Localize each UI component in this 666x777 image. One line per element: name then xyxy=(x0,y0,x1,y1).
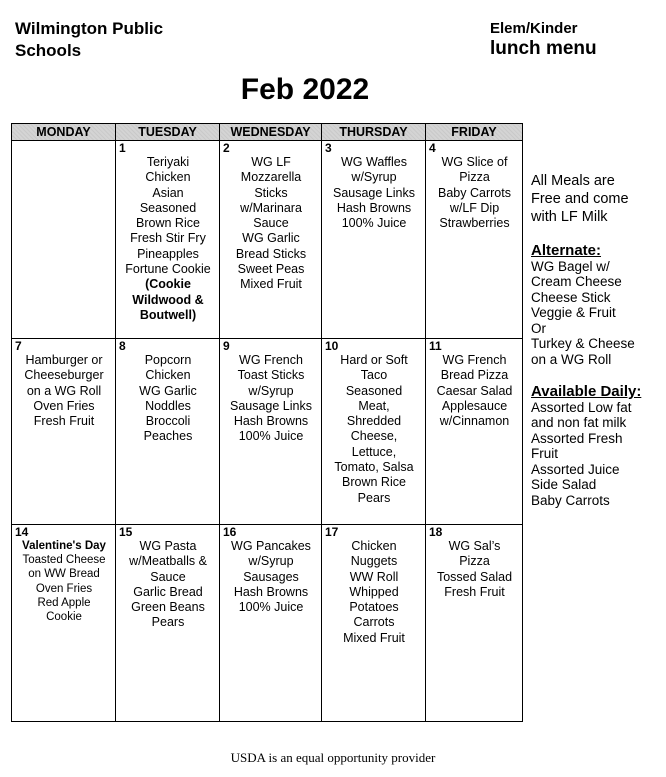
menu-items xyxy=(223,353,319,445)
day-number: 14 xyxy=(15,525,29,539)
day-cell xyxy=(220,141,322,339)
menu-item: Sauce xyxy=(253,216,289,231)
available-item: Assorted Low fat xyxy=(531,399,632,415)
menu-item: WG French xyxy=(239,353,303,367)
menu-item: Lettuce, xyxy=(351,444,397,459)
weekday-header: TUESDAY xyxy=(116,124,220,141)
weekday-header: FRIDAY xyxy=(426,124,523,141)
menu-item: w/Syrup xyxy=(248,383,294,398)
school-name-line1: Wilmington Public xyxy=(15,19,164,38)
menu-item: Sausage Links xyxy=(229,398,312,413)
menu-item: Applesauce xyxy=(441,398,508,413)
day-cell xyxy=(12,525,116,722)
menu-item: Noddles xyxy=(145,398,191,413)
menu-item: 100% Juice xyxy=(238,600,304,615)
day-cell xyxy=(426,141,523,339)
menu-item: Tomato, Salsa xyxy=(334,460,414,475)
menu-item: Pears xyxy=(357,490,391,505)
day-number: 18 xyxy=(429,525,443,539)
menu-item: Red Apple xyxy=(37,596,91,609)
weekday-header-row xyxy=(12,124,523,141)
menu-item: Chicken xyxy=(145,368,191,383)
menu-item: Garlic Bread xyxy=(133,584,203,599)
meals-note-line: with LF Milk xyxy=(531,209,608,225)
menu-item: Hamburger or xyxy=(25,353,103,367)
day-cell xyxy=(220,339,322,525)
available-item: and non fat milk xyxy=(531,415,627,430)
usda-footer: USDA is an equal opportunity provider xyxy=(230,750,436,765)
menu-items xyxy=(119,353,217,445)
menu-item: Sweet Peas xyxy=(237,262,305,277)
day-number: 2 xyxy=(223,141,230,155)
menu-items xyxy=(119,155,217,323)
menu-item: Cheese, xyxy=(350,429,398,444)
menu-item: Bread Sticks xyxy=(235,246,307,261)
available-item: Fruit xyxy=(531,446,558,461)
alternate-item: Turkey & Cheese xyxy=(531,336,635,351)
menu-item: Fresh Stir Fry xyxy=(130,231,206,246)
day-number: 11 xyxy=(429,339,442,353)
school-name-line2: Schools xyxy=(15,41,82,60)
day-number: 10 xyxy=(325,339,339,353)
available-item: Assorted Fresh xyxy=(531,430,623,446)
day-cell xyxy=(426,339,523,525)
menu-item: Peaches xyxy=(143,429,193,444)
menu-item: w/Meatballs & xyxy=(129,554,207,569)
available-daily-section xyxy=(531,384,641,508)
menu-item: WG Waffles xyxy=(341,155,407,169)
menu-item: Mixed Fruit xyxy=(240,277,302,292)
menu-item: WG Pancakes xyxy=(231,539,311,553)
menu-item: w/Cinnamon xyxy=(439,414,510,429)
weekday-header: MONDAY xyxy=(12,124,116,141)
menu-item: Oven Fries xyxy=(33,398,95,413)
menu-item: on WW Bread xyxy=(28,568,100,581)
alternate-item: Cheese Stick xyxy=(531,289,611,305)
menu-item: Brown Rice xyxy=(136,216,200,231)
day-number: 15 xyxy=(119,525,133,539)
menu-item: WW Roll xyxy=(349,569,399,584)
menu-item: WG Garlic xyxy=(139,383,197,398)
menu-item: Pineapples xyxy=(137,246,199,261)
menu-item: Pizza xyxy=(459,170,490,185)
menu-item: WG LF xyxy=(251,155,291,169)
weekday-header: WEDNESDAY xyxy=(220,124,322,141)
day-cell xyxy=(116,525,220,722)
menu-item: Boutwell) xyxy=(139,307,197,322)
menu-item: w/Marinara xyxy=(240,200,302,215)
alternate-item: Cream Cheese xyxy=(531,274,622,289)
menu-item: Cheeseburger xyxy=(24,368,104,383)
menu-item: w/LF Dip xyxy=(449,200,500,215)
menu-item: Shredded xyxy=(346,414,402,429)
menu-item: Fortune Cookie xyxy=(125,262,211,277)
menu-item: 100% Juice xyxy=(238,429,304,444)
week-row xyxy=(12,141,523,339)
alternate-item: Veggie & Fruit xyxy=(531,305,616,320)
available-daily-heading: Available Daily: xyxy=(531,383,642,400)
menu-item: Brown Rice xyxy=(342,475,406,490)
day-cell xyxy=(12,339,116,525)
day-cell xyxy=(426,525,523,722)
menu-item: Taco xyxy=(360,368,388,383)
day-number: 1 xyxy=(119,141,126,155)
alternate-section xyxy=(531,243,635,367)
meals-note-line: Free and come xyxy=(531,191,629,207)
menu-item: Fresh Fruit xyxy=(444,584,505,599)
day-cell xyxy=(12,141,116,339)
menu-item: Hash Browns xyxy=(336,200,412,215)
menu-item: Valentine's Day xyxy=(22,540,106,552)
week-row xyxy=(12,525,523,722)
day-cell xyxy=(322,141,426,339)
menu-item: Mozzarella xyxy=(240,170,302,185)
menu-item: Fresh Fruit xyxy=(33,414,95,429)
day-cell xyxy=(322,339,426,525)
menu-item: Potatoes xyxy=(349,600,399,615)
menu-item: WG French xyxy=(442,353,507,367)
menu-item: Carrots xyxy=(353,615,395,630)
menu-item: Seasoned xyxy=(345,383,403,398)
menu-item: Chicken xyxy=(351,539,397,553)
menu-item: Pizza xyxy=(459,554,490,569)
menu-item: Pears xyxy=(151,615,185,630)
menu-item: Tossed Salad xyxy=(436,569,513,584)
menu-item: WG Garlic xyxy=(242,231,300,246)
menu-item: Broccoli xyxy=(145,414,191,429)
day-number: 16 xyxy=(223,525,237,539)
meals-note xyxy=(531,172,629,226)
menu-item: Sausages xyxy=(243,569,299,584)
menu-item: Caesar Salad xyxy=(436,383,513,398)
menu-item: Hash Browns xyxy=(233,414,309,429)
menu-item: WG Sal’s xyxy=(448,539,501,553)
menu-item: Oven Fries xyxy=(35,582,93,595)
menu-item: Whipped xyxy=(349,584,399,599)
day-cell xyxy=(322,525,426,722)
day-cell xyxy=(220,525,322,722)
menu-item: Seasoned xyxy=(139,200,197,215)
menu-item: 100% Juice xyxy=(341,216,407,231)
available-item: Side Salad xyxy=(531,477,597,492)
menu-item: Strawberries xyxy=(439,216,510,231)
available-item: Baby Carrots xyxy=(531,492,610,508)
menu-item: Wildwood & xyxy=(132,292,204,307)
menu-title: lunch menu xyxy=(490,38,597,59)
menu-items xyxy=(325,353,423,506)
menu-item: Green Beans xyxy=(131,600,205,615)
day-number: 4 xyxy=(429,141,436,155)
meals-note-line: All Meals are xyxy=(531,173,615,189)
alternate-heading: Alternate: xyxy=(531,242,602,259)
menu-item: Sauce xyxy=(150,569,186,584)
menu-item: Teriyaki xyxy=(146,155,190,169)
alternate-item: Or xyxy=(531,320,546,336)
menu-item: Nuggets xyxy=(350,554,398,569)
menu-item: Toasted Cheese xyxy=(22,554,106,567)
alternate-item: WG Bagel w/ xyxy=(531,258,610,274)
menu-items xyxy=(429,353,520,429)
menu-items xyxy=(15,353,113,429)
menu-item: Cookie xyxy=(46,611,82,624)
menu-items xyxy=(223,155,319,293)
menu-item: (Cookie xyxy=(145,277,191,292)
menu-item: w/Syrup xyxy=(351,170,397,185)
menu-item: Baby Carrots xyxy=(438,185,511,200)
menu-item: Sticks xyxy=(254,185,288,200)
menu-items xyxy=(119,539,217,631)
day-number: 3 xyxy=(325,141,332,155)
menu-item: Chicken xyxy=(145,170,191,185)
menu-items xyxy=(223,539,319,615)
day-cell xyxy=(116,141,220,339)
menu-item: Hard or Soft xyxy=(340,353,408,367)
menu-item: on a WG Roll xyxy=(26,383,102,398)
menu-item: Hash Browns xyxy=(233,584,309,599)
week-row xyxy=(12,339,523,525)
menu-items xyxy=(429,155,520,231)
menu-item: Toast Sticks xyxy=(237,368,305,383)
menu-item: Bread Pizza xyxy=(440,368,509,383)
weekday-header: THURSDAY xyxy=(322,124,426,141)
school-name xyxy=(15,18,163,62)
menu-item: Popcorn xyxy=(144,353,192,367)
grade-level-label: Elem/Kinder xyxy=(490,20,578,37)
menu-item: Asian xyxy=(152,185,184,200)
day-number: 9 xyxy=(223,339,230,353)
menu-item: w/Syrup xyxy=(248,554,294,569)
menu-items xyxy=(15,539,113,624)
menu-items xyxy=(429,539,520,600)
day-number: 17 xyxy=(325,525,339,539)
day-number: 7 xyxy=(15,339,22,353)
available-item: Assorted Juice xyxy=(531,461,620,477)
menu-item: Sausage Links xyxy=(332,185,415,200)
day-cell xyxy=(116,339,220,525)
alternate-item: on a WG Roll xyxy=(531,351,612,367)
month-title: Feb 2022 xyxy=(240,73,370,106)
menu-item: Meat, xyxy=(358,398,390,413)
day-number: 8 xyxy=(119,339,126,353)
menu-items xyxy=(325,155,423,231)
menu-item: WG Slice of xyxy=(441,155,508,169)
menu-item: Mixed Fruit xyxy=(343,630,405,645)
menu-calendar xyxy=(11,123,523,722)
menu-item: WG Pasta xyxy=(139,539,197,553)
menu-items xyxy=(325,539,423,646)
